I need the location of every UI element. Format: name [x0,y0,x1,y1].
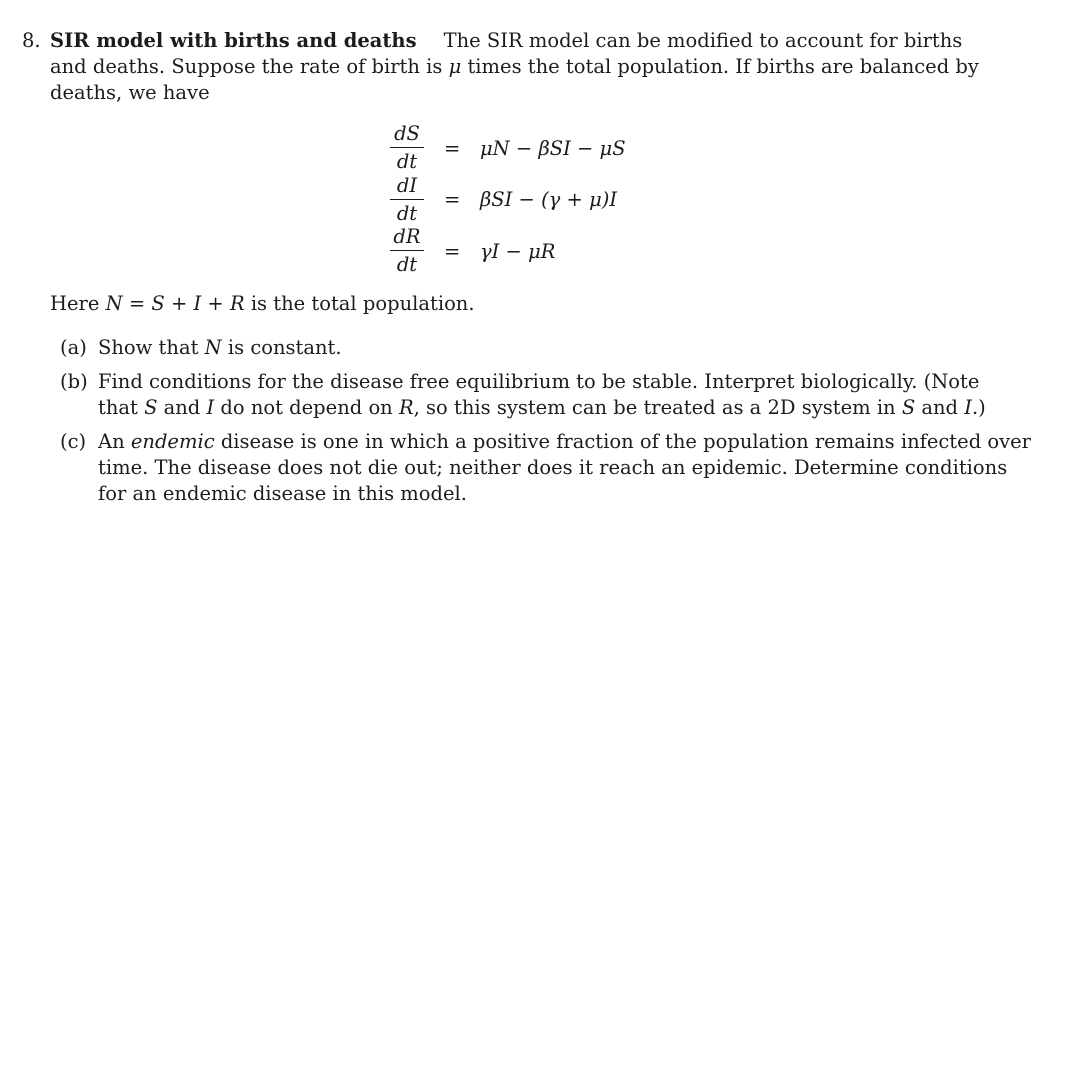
intro-text-1: The SIR model can be modified to account for births [443,29,963,52]
problem-intro-line-2 [50,55,979,79]
total-population-line: Here N = S + I + R is the total population. [50,292,475,315]
equation-rhs-3: γI − μR [480,240,556,263]
problem-intro-line-1 [50,29,962,53]
fraction-dI-dt: dI dt [390,175,424,225]
fraction-dS-dt: dS dt [390,123,424,173]
equation-rhs-1: μN − βSI − μS [480,137,626,160]
equals-sign-3: = [444,240,461,263]
endemic-emphasis: endemic [130,430,215,453]
equals-sign-1: = [444,137,461,160]
part-b-line-1: Find conditions for the disease free equilibrium to be stable. Interpret biologically. (Note [98,370,980,393]
part-c-label: (c) [60,430,87,453]
part-b-label: (b) [60,370,88,393]
fraction-dR-dt: dR dt [390,226,424,276]
mu-symbol: μ [448,55,462,78]
part-c-line-2: time. The disease does not die out; neither does it reach an epidemic. Determine conditions [98,456,1008,479]
part-c-line-1: An endemic disease is one in which a positive fraction of the population remains infected over [98,430,1031,453]
intro-text-2b: times the total population. If births are balanced by [461,55,979,78]
problem-number: 8. [22,29,41,52]
population-sum: N = S + I + R [105,292,245,315]
equation-rhs-2: βSI − (γ + μ)I [480,188,618,211]
part-b-line-2: that S and I do not depend on R, so this system can be treated as a 2D system in S and I.) [98,396,986,419]
part-a-text: Show that N is constant. [98,336,342,359]
problem-intro-line-3: deaths, we have [50,81,210,104]
problem-title: SIR model with births and deaths [50,29,417,52]
equals-sign-2: = [444,188,461,211]
intro-text-2a: and deaths. Suppose the rate of birth is [50,55,449,78]
part-c-line-3: for an endemic disease in this model. [98,482,467,505]
part-a-label: (a) [60,336,87,359]
